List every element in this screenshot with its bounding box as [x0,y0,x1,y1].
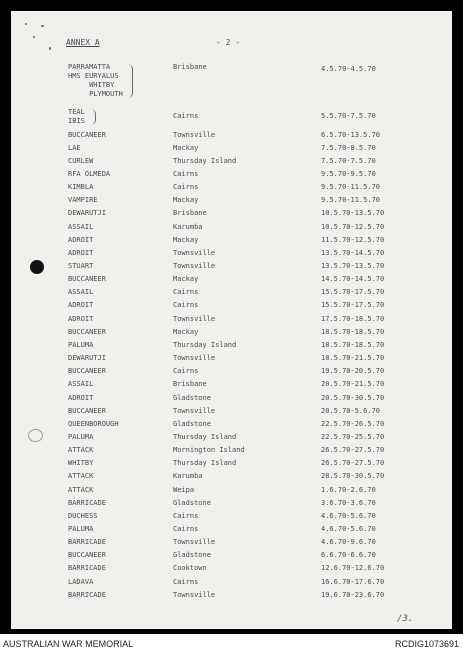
ship-name-line: VAMPIRE [68,196,98,205]
ship-name [68,196,98,205]
ship-name-line: LAE [68,143,81,152]
ship-name-line: BUCCANEER [68,130,106,139]
port-name: Mackay [173,327,199,336]
port-name: Townsville [173,354,216,363]
ship-name [68,170,110,179]
port-name: Townsville [173,590,216,599]
ink-speck [49,47,51,50]
ship-name [68,183,93,192]
date-range: 28.5.70-30.5.70 [321,472,385,481]
ship-name [68,236,93,245]
port-name: Townsville [173,314,216,323]
ship-name-line: BUCCANEER [68,406,106,415]
date-range: 17.5.70-18.5.70 [321,314,385,323]
port-name: Townsville [173,130,216,139]
ship-name-line: IBIS [68,117,85,125]
ship-name-line: BUCCANEER [68,275,106,284]
continuation-reference: /3. [397,614,414,624]
ship-name-line: ADROIT [68,235,94,244]
ship-name [68,525,93,534]
date-range: 26.5.70-27.5.70 [321,459,385,468]
annex-label: ANNEX A [66,38,100,47]
port-name: Mornington Island [173,446,245,455]
ship-name-line: PALUMA [68,432,94,441]
date-range: 4.5.70-4.5.70 [321,65,376,73]
ship-name-line: ASSAIL [68,380,94,389]
ship-name-line: PARRAMATTA [68,63,111,71]
ship-name-line: DEWARUTJI [68,354,106,363]
ship-name-line: ADROIT [68,393,94,402]
port-name: Mackay [173,196,199,205]
ship-name [68,367,106,376]
date-range: 22.5.70-25.5.70 [321,432,385,441]
ship-name [68,446,93,455]
ship-name [68,591,106,600]
ship-name-line: LADAVA [68,577,94,586]
port-name: Gladstone [173,419,211,428]
ship-name-line: STUART [68,262,94,270]
date-range: 19.5.70-20.5.70 [321,367,385,376]
archive-reference: RCDIG1073691 [394,639,459,649]
port-name: Mackay [173,275,199,284]
date-range: 4.6.70-5.6.70 [321,525,376,533]
port-name: Cairns [173,511,199,520]
ship-name-line: BARRICADE [68,498,106,507]
ship-name-line: ASSAIL [68,288,94,297]
ship-name-line: BUCCANEER [68,327,106,336]
date-range: 26.5.70-27.5.70 [321,446,385,455]
ship-name [68,407,106,416]
ship-name [68,551,106,560]
ink-speck [33,36,35,38]
ship-name [68,564,106,573]
ship-name-line: WHITBY [68,459,94,468]
port-name: Thursday Island [173,432,237,441]
ship-name-line: TEAL [68,108,85,116]
date-range: 3.6.70-3.6.70 [321,498,376,507]
date-range: 1.6.70-2.6.70 [321,485,376,494]
archive-bar [0,634,463,653]
date-range: 14.5.70-14.5.70 [321,275,385,284]
port-name: Cairns [173,169,199,178]
ship-name-line: KIMBLA [68,183,94,192]
ship-name [68,459,93,468]
ship-name-line: PLYMOUTH [68,90,123,98]
ink-speck [41,25,44,27]
port-name: Cairns [173,367,199,376]
port-name: Cairns [173,183,199,192]
ship-name-line: ATTACK [68,485,94,494]
ship-name-line: HMS EURYALUS [68,72,119,80]
ship-name [68,472,93,481]
ship-name-line: ATTACK [68,472,94,481]
date-range: 6.5.70-13.5.70 [321,130,381,139]
port-name: Townsville [173,248,216,257]
date-range: 15.5.70-17.5.70 [321,301,385,310]
ship-name [68,144,81,153]
port-name: Townsville [173,262,216,270]
date-range: 4.6.70-9.6.70 [321,538,376,547]
port-name: Karumba [173,472,203,481]
date-range: 5.5.70-7.5.70 [321,112,376,120]
date-range: 7.5.70-7.5.70 [321,156,376,165]
port-name: Karumba [173,222,203,231]
ship-name-line: ADROIT [68,301,94,310]
ship-name-line: WHITBY [68,81,115,89]
page-number: - 2 - [216,38,241,47]
ship-name [68,209,106,218]
ship-name-line: BARRICADE [68,590,106,599]
ship-name-line: PALUMA [68,340,94,349]
date-range: 12.6.70-12.6.70 [321,564,385,573]
port-name: Mackay [173,235,199,244]
ship-name [68,157,93,166]
grouping-brace [91,109,96,125]
date-range: 13.5.70-13.5.70 [321,262,385,270]
date-range: 7.5.70-8.5.70 [321,143,376,152]
ship-name-line: BARRICADE [68,564,106,573]
ship-name [68,486,93,495]
ship-name-line: ASSAIL [68,222,94,231]
date-range: 9.5.70-11.5.70 [321,196,381,205]
port-name: Cairns [173,112,199,120]
ship-name-line: BUCCANEER [68,551,106,560]
date-range: 16.6.70-17.6.70 [321,577,385,586]
ship-name-line: BUCCANEER [68,367,106,376]
document-page [11,11,452,629]
port-name: Thursday Island [173,459,237,468]
ink-speck [25,23,27,25]
ship-name [68,249,93,258]
date-range: 15.5.70-17.5.70 [321,288,385,297]
ship-name [68,288,93,297]
port-name: Thursday Island [173,340,237,349]
date-range: 6.6.70-6.6.70 [321,551,376,560]
date-range: 9.5.70-11.5.70 [321,183,381,192]
ship-name [68,538,106,547]
ship-name [68,63,123,99]
port-name: Thursday Island [173,156,237,165]
port-name: Mackay [173,143,199,152]
ship-name-line: PALUMA [68,525,94,533]
date-range: 20.5.70-30.5.70 [321,393,385,402]
ship-name-line: ADROIT [68,314,94,323]
port-name: Cooktown [173,564,207,573]
date-range: 20.5.70-5.6.70 [321,406,381,415]
port-name: Gladstone [173,393,211,402]
ship-name [68,512,98,521]
ship-name [68,262,93,271]
port-name: Cairns [173,288,199,297]
port-name: Brisbane [173,380,207,389]
date-range: 4.6.70-5.6.70 [321,511,376,520]
ship-name-line: ATTACK [68,446,94,455]
date-range: 9.5.70-9.5.70 [321,169,376,178]
port-name: Gladstone [173,551,211,560]
ship-name-line: ADROIT [68,248,94,257]
ship-name-line: BARRICADE [68,538,106,547]
date-range: 19.6.70-23.6.70 [321,590,385,599]
date-range: 20.5.70-21.5.70 [321,380,385,389]
ship-name-line: CURLEW [68,156,94,165]
date-range: 10.5.70-13.5.70 [321,209,385,218]
port-name: Weipa [173,485,195,494]
port-name: Cairns [173,301,199,310]
port-name: Brisbane [173,63,207,71]
punch-hole [30,260,44,274]
port-name: Townsville [173,538,216,547]
ship-name [68,380,93,389]
ship-name [68,275,106,284]
ship-name [68,328,106,337]
ship-name [68,499,106,508]
ship-name-line: DEWARUTJI [68,209,106,218]
ship-name-line: RFA OLMEDA [68,169,111,178]
date-range: 13.5.70-14.5.70 [321,248,385,257]
port-name: Cairns [173,577,199,586]
archive-name: AUSTRALIAN WAR MEMORIAL [3,639,134,649]
date-range: 18.5.70-18.5.70 [321,340,385,349]
ship-name [68,394,93,403]
port-name: Cairns [173,525,199,533]
date-range: 10.5.70-12.5.70 [321,222,385,231]
grouping-brace [128,64,133,98]
ship-name [68,223,93,232]
ship-name [68,578,93,587]
ship-name [68,315,93,324]
stain-mark [28,429,43,442]
ship-name-line: DUCHESS [68,511,98,520]
ship-name [68,131,106,140]
ship-name [68,341,93,350]
ship-name [68,301,93,310]
port-name: Gladstone [173,498,211,507]
ship-name [68,420,119,429]
ship-name [68,354,106,363]
date-range: 18.5.70-18.5.70 [321,327,385,336]
port-name: Brisbane [173,209,207,218]
ship-name [68,108,85,126]
ship-name [68,433,93,442]
date-range: 22.5.70-26.5.70 [321,419,385,428]
date-range: 18.5.70-21.5.70 [321,354,385,363]
ship-name-line: QUEENBOROUGH [68,419,119,428]
port-name: Townsville [173,406,216,415]
date-range: 11.5.70-12.5.70 [321,235,385,244]
